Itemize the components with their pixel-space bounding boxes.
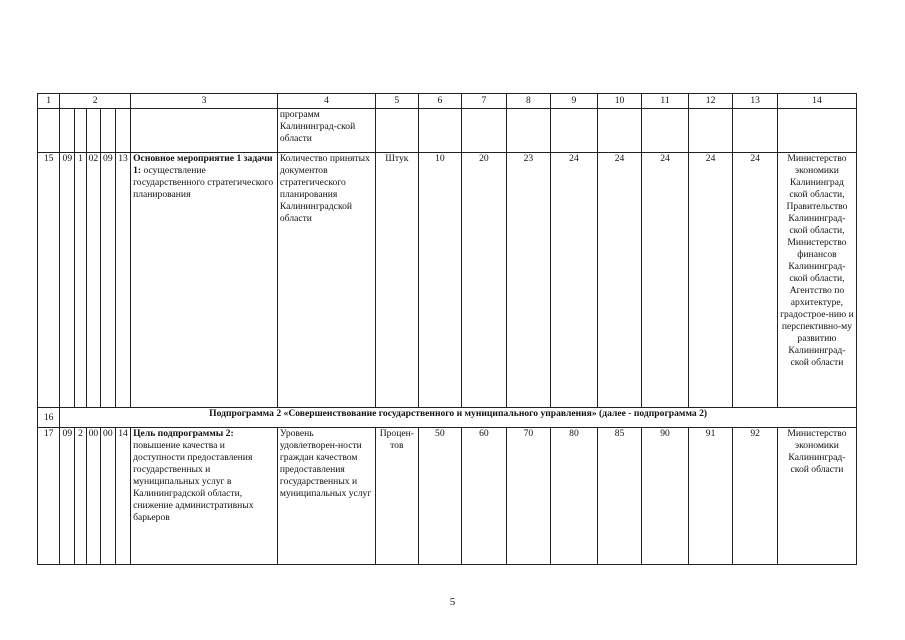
activity-cell	[131, 428, 278, 565]
header-cell: 8	[506, 94, 551, 109]
activity-cell	[131, 153, 278, 408]
header-cell: 14	[777, 94, 856, 109]
header-cell: 10	[597, 94, 642, 109]
activity-title: Цель подпрограммы 2:	[133, 428, 234, 439]
value-cell: 60	[462, 428, 507, 565]
code-cell: 02	[86, 153, 100, 408]
header-row	[38, 94, 857, 109]
code-cell: 09	[100, 153, 115, 408]
indicator-cell: программ Калининград-ской области	[277, 109, 375, 153]
indicator-cell: Количество принятых документов стратегического планирования Калининградской области	[277, 153, 375, 408]
subprogram-title: Подпрограмма 2 «Совершенствование государственного и муниципального управления» (далее - подпрограмма 2)	[60, 408, 857, 428]
unit-cell: Процен-тов	[376, 428, 419, 565]
value-cell: 70	[506, 428, 551, 565]
indicators-table	[37, 93, 857, 565]
code-cell: 09	[60, 153, 75, 408]
row-number: 16	[38, 408, 60, 428]
header-cell: 9	[551, 94, 598, 109]
value-cell: 24	[551, 153, 598, 408]
code-cell: 14	[115, 428, 130, 565]
indicator-cell: Уровень удовлетворен-ности граждан качеством предоставления государственных и муниципальных услуг	[277, 428, 375, 565]
responsible-cell: Министерство экономики Калининград ской области, Правительство Калининград-ской области, Министерство финансов Калининград-ской области, Агентство по архитектуре, градострое-нию и перспективно-му развитию Калининград-ской области	[777, 153, 856, 408]
table-row-continuation	[38, 109, 857, 153]
value-cell: 50	[418, 428, 462, 565]
header-cell: 2	[60, 94, 131, 109]
value-cell: 80	[551, 428, 598, 565]
page-number: 5	[449, 596, 456, 608]
value-cell: 23	[506, 153, 551, 408]
value-cell: 24	[597, 153, 642, 408]
activity-title: Основное мероприятие 1 задачи 1:	[133, 153, 273, 176]
header-cell: 11	[642, 94, 689, 109]
header-cell: 13	[733, 94, 778, 109]
code-cell: 2	[75, 428, 86, 565]
activity-text: осуществление государственного стратегического планирования	[133, 165, 274, 200]
value-cell: 10	[418, 153, 462, 408]
value-cell: 90	[642, 428, 689, 565]
table-row-17	[38, 428, 857, 565]
header-cell: 5	[376, 94, 419, 109]
value-cell: 24	[733, 153, 778, 408]
responsible-cell: Министерство экономики Калининград-ской области	[777, 428, 856, 565]
activity-text: повышение качества и доступности предоставления государственных и муниципальных услуг в Калининградской области, снижение административных барьеров	[133, 440, 254, 523]
code-cell: 13	[115, 153, 130, 408]
value-cell: 24	[642, 153, 689, 408]
header-cell: 7	[462, 94, 507, 109]
header-cell: 12	[688, 94, 733, 109]
value-cell: 24	[688, 153, 733, 408]
header-cell: 6	[418, 94, 462, 109]
header-cell: 1	[38, 94, 60, 109]
value-cell: 92	[733, 428, 778, 565]
code-cell: 09	[60, 428, 75, 565]
code-cell: 00	[86, 428, 100, 565]
value-cell: 20	[462, 153, 507, 408]
row-number: 17	[38, 428, 60, 565]
header-cell: 4	[277, 94, 375, 109]
value-cell: 91	[688, 428, 733, 565]
header-cell: 3	[131, 94, 278, 109]
table-row-16	[38, 408, 857, 428]
row-number: 15	[38, 153, 60, 408]
unit-cell: Штук	[376, 153, 419, 408]
code-cell: 1	[75, 153, 86, 408]
code-cell: 00	[100, 428, 115, 565]
table-row-15	[38, 153, 857, 408]
value-cell: 85	[597, 428, 642, 565]
